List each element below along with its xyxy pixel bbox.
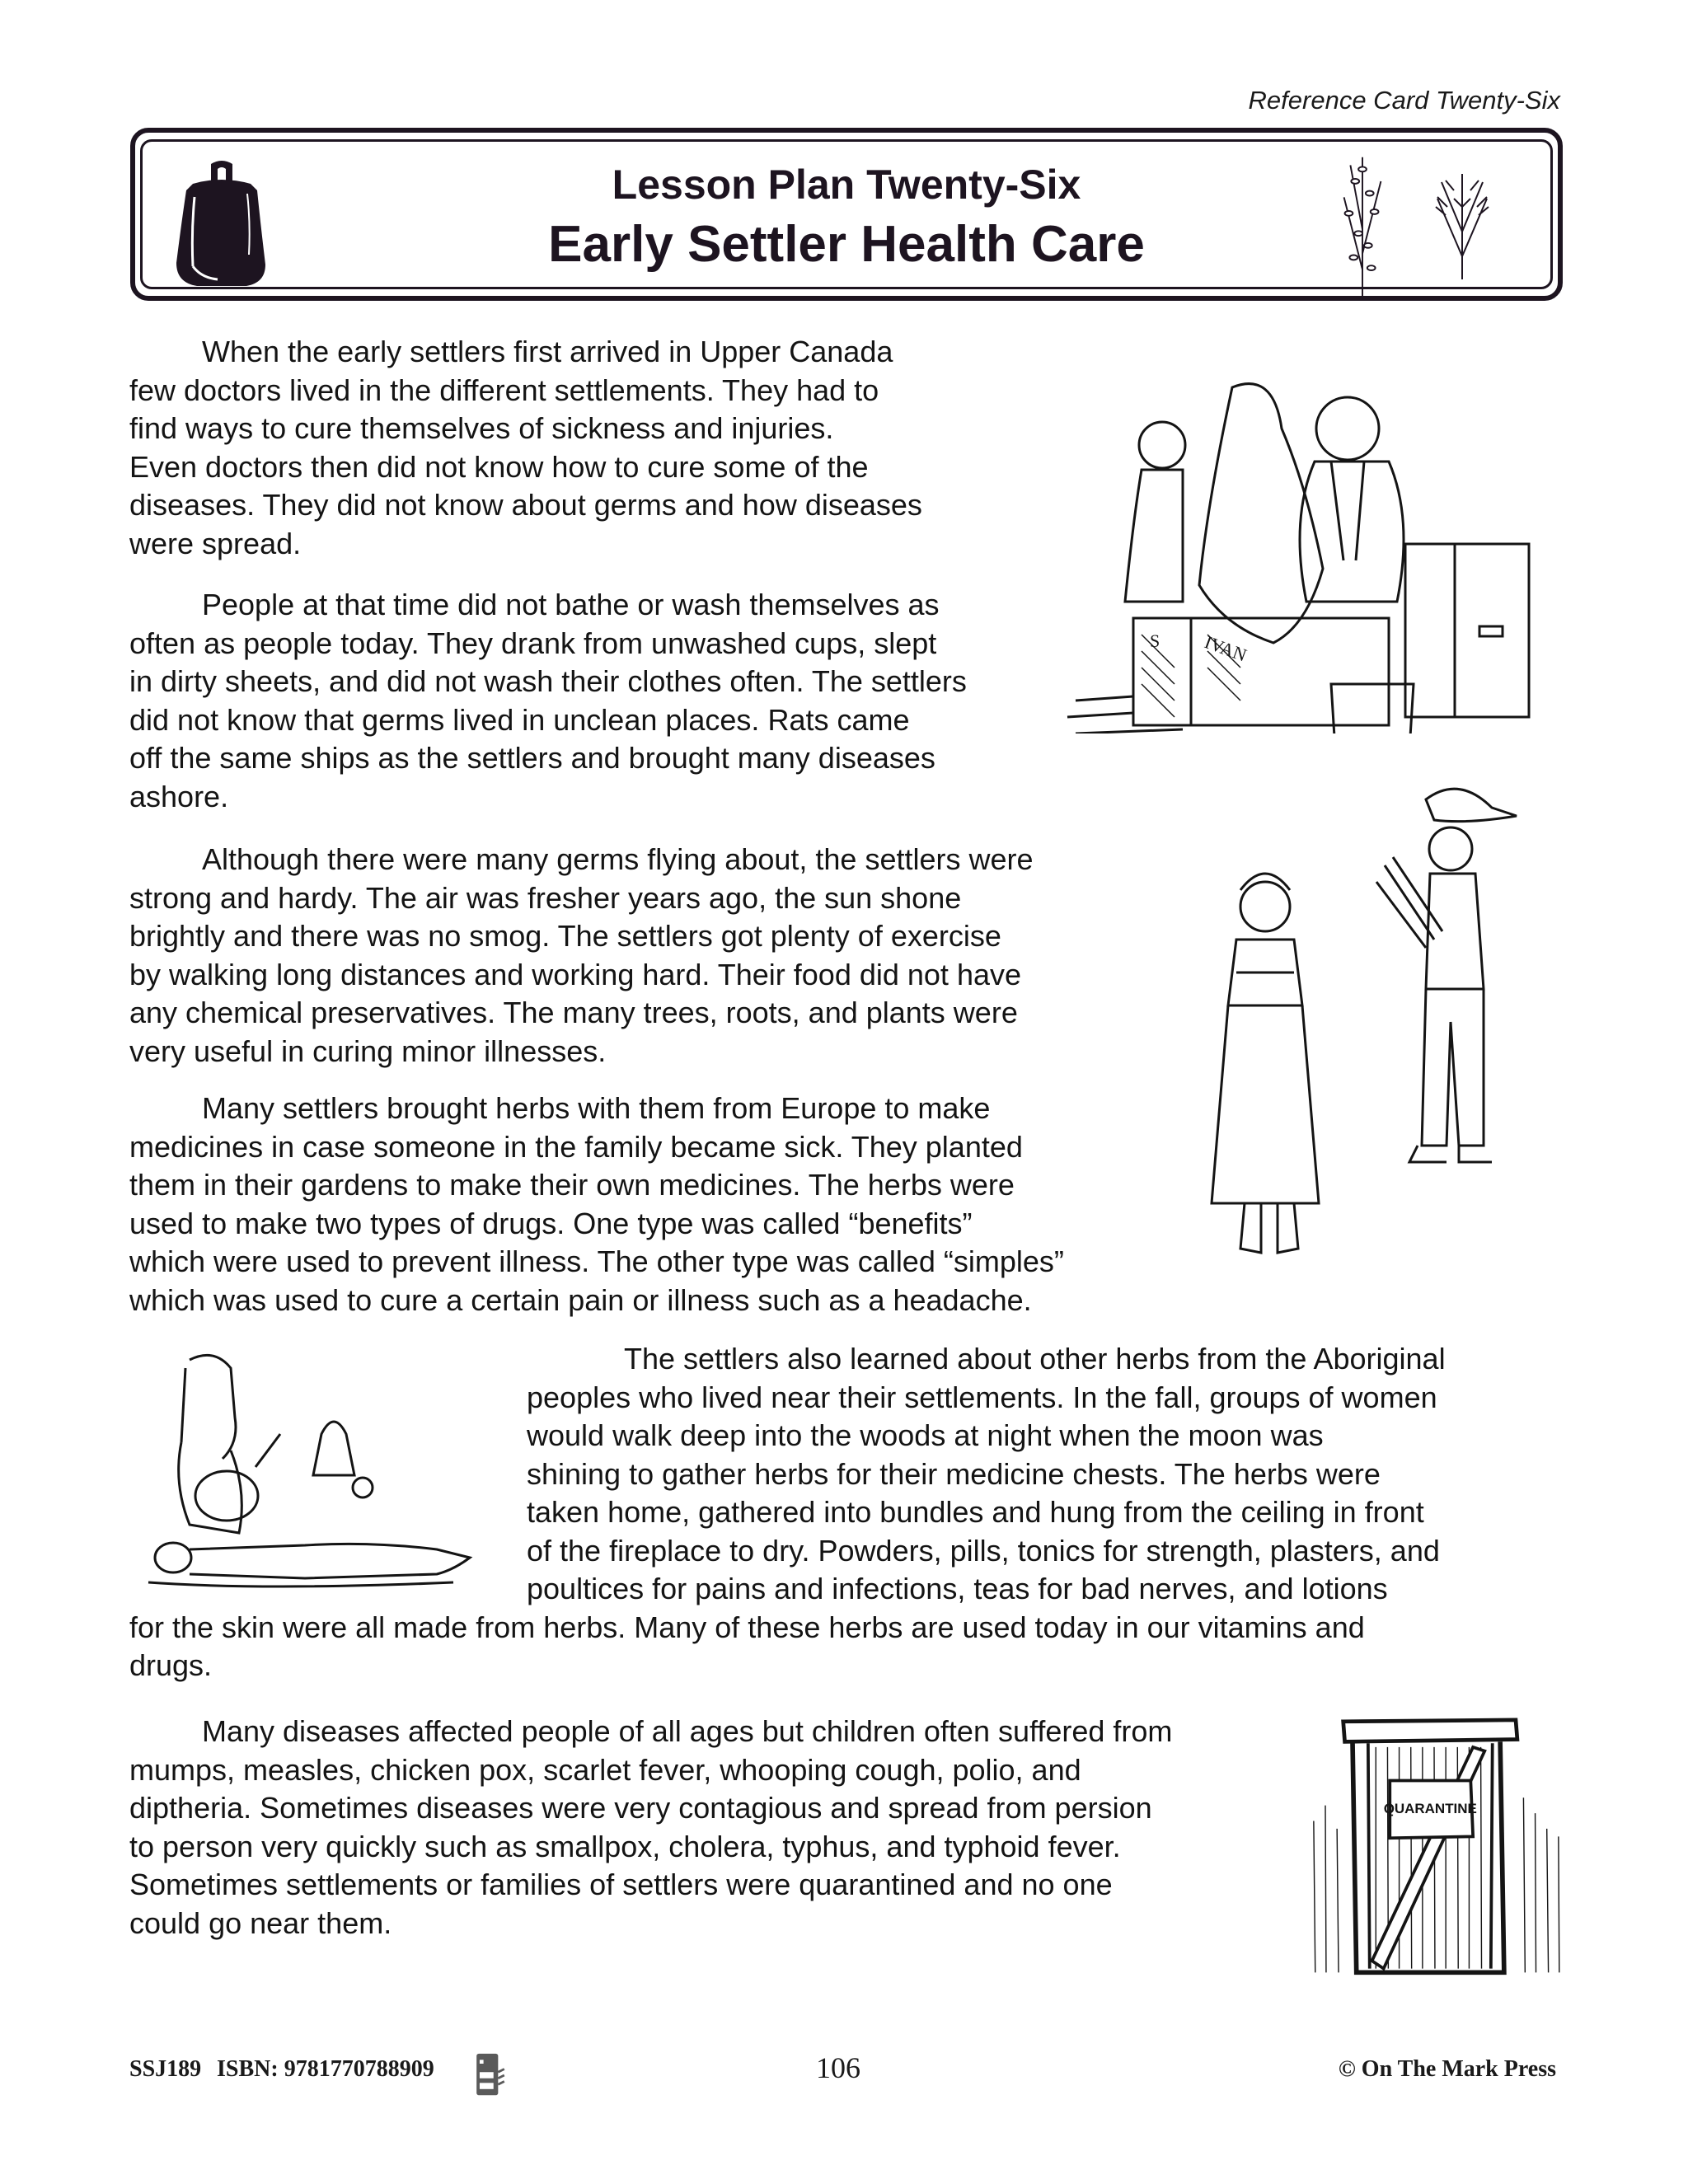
paragraph-3 [129,841,1160,1071]
paragraph-line: off the same ships as the settlers and brought many diseases [129,741,935,775]
paragraph-line: Many diseases affected people of all ages but children often suffered from [202,1714,1173,1748]
title-banner [130,128,1563,301]
herb-bush-icon [1429,157,1495,281]
paragraph-line: of the fireplace to dry. Powders, pills, tonics for strength, plasters, and [527,1533,1440,1568]
paragraph-5 [129,1340,1547,1685]
paragraph-1 [129,333,1077,563]
box-label: S [1150,630,1160,651]
paragraph-line: peoples who lived near their settlements. In the fall, groups of women [527,1380,1437,1414]
paragraph-line: ashore. [129,779,229,813]
page-title: Early Settler Health Care [548,216,1145,273]
paragraph-line: mumps, measles, chicken pox, scarlet fever, whooping cough, polio, and [129,1752,1081,1787]
paragraph-line: medicines in case someone in the family became sick. They planted [129,1129,1023,1164]
paragraph-line: find ways to cure themselves of sickness and injuries. [129,411,834,445]
paragraph-line: Although there were many germs flying about, the settlers were [202,842,1034,876]
quarantine-sign-text: QUARANTINE [1383,1801,1477,1817]
paragraph-6 [129,1713,1300,1943]
publisher-credit: © On The Mark Press [1338,2056,1556,2082]
paragraph-4 [129,1090,1201,1319]
sick-family-illustration [1059,354,1554,733]
reference-card-label: Reference Card Twenty-Six [1248,86,1560,115]
paragraph-line: which were used to prevent illness. The other type was called “simples” [129,1244,1064,1278]
paragraph-line: Even doctors then did not know how to cure some of the [129,449,869,484]
herb-plant-icon [1334,149,1391,302]
lesson-plan-subtitle: Lesson Plan Twenty-Six [612,162,1081,208]
paragraph-line: very useful in curing minor illnesses. [129,1033,607,1068]
footer-code: SSJ189 [129,2056,202,2082]
box-label: IVAN [1202,631,1250,666]
paragraph-line: diseases. They did not know about germs and how diseases [129,488,922,522]
footer-isbn: ISBN: 9781770788909 [217,2056,434,2082]
paragraph-line: which was used to cure a certain pain or illness such as a headache. [129,1282,1032,1317]
paragraph-line: would walk deep into the woods at night when the moon was [527,1418,1324,1452]
paragraph-line: for the skin were all made from herbs. Many of these herbs are used today in our vitamins and [129,1610,1365,1644]
quarantine-door-illustration [1298,1710,1570,1986]
paragraph-line: drugs. [129,1648,213,1682]
paragraph-line: The settlers also learned about other herbs from the Aboriginal [624,1342,1446,1376]
paragraph-line: When the early settlers first arrived in Upper Canada [202,335,893,368]
paragraph-line: Sometimes settlements or families of settlers were quarantined and no one [129,1868,1113,1901]
paragraph-line: did not know that germs lived in unclean places. Rats came [129,702,910,737]
paragraph-line: them in their gardens to make their own medicines. The herbs were [129,1168,1015,1202]
paragraph-line: in dirty sheets, and did not wash their clothes often. The settlers [129,664,967,698]
paragraph-line: shining to gather herbs for their medicine chests. The herbs were [527,1456,1381,1491]
paragraph-2 [129,586,1077,816]
paragraph-line: poultices for pains and infections, teas for bad nerves, and lotions [527,1572,1388,1605]
paragraph-line: diptheria. Sometimes diseases were very contagious and spread from persion [129,1791,1152,1825]
paragraph-line: few doctors lived in the different settlements. They had to [129,373,879,407]
paragraph-line: People at that time did not bathe or wash themselves as [202,588,940,621]
paragraph-line: strong and hardy. The air was fresher years ago, the sun shone [129,880,962,915]
paragraph-line: brightly and there was no smog. The settlers got plenty of exercise [129,919,1001,953]
paragraph-line: by walking long distances and working hard. Their food did not have [129,957,1022,991]
paragraph-line: used to make two types of drugs. One type was called “benefits” [129,1206,973,1240]
paragraph-line: to person very quickly such as smallpox, cholera, typhus, and typhoid fever. [129,1829,1121,1863]
paragraph-line: any chemical preservatives. The many trees, roots, and plants were [129,996,1018,1029]
paragraph-line: Many settlers brought herbs with them from Europe to make [202,1091,991,1125]
paragraph-line: could go near them. [129,1905,392,1940]
paragraph-line: taken home, gathered into bundles and hung from the ceiling in front [527,1495,1424,1529]
settler-children-illustration [1187,775,1533,1286]
paragraph-line: often as people today. They drank from unwashed cups, slept [129,626,937,660]
paragraph-line: were spread. [129,526,302,560]
book-stack-icon [474,2052,507,2098]
page-number: 106 [816,2051,860,2084]
